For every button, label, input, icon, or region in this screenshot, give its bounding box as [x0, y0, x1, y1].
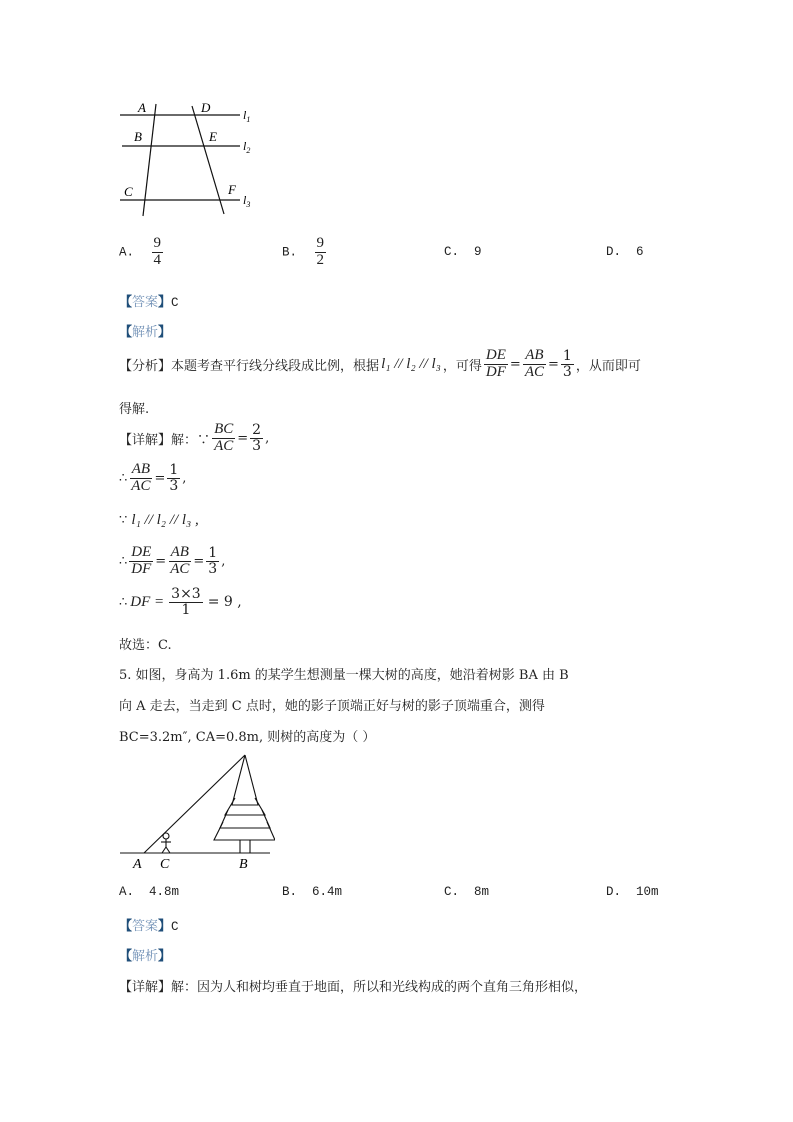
option-key: A.	[119, 245, 135, 260]
q4-detail-step5: ∴ DF = $\frac{3\times 3}{1}$ = 9 ,	[119, 586, 242, 618]
q4-option-a	[119, 236, 165, 269]
q4-conclusion: 故选：C.	[119, 638, 172, 653]
q4-detail-step2: ∴ $\frac{AB}{AC}$ = $\frac{1}{3}$ ,	[119, 461, 187, 494]
q4-fenxi-cont: 得解.	[119, 402, 150, 417]
fraction: $\frac{AB}{AC}$	[170, 544, 190, 577]
label-B: B	[134, 129, 142, 144]
tree-shadow-figure	[115, 750, 275, 872]
q5-analysis-header: 【解析】	[119, 949, 172, 964]
q5-option-b: B. 6.4m	[282, 885, 343, 899]
label-l1: $l_1$	[243, 108, 251, 124]
q5-detail: 【详解】解：因为人和树均垂直于地面，所以和光线构成的两个直角三角形相似，	[119, 980, 588, 995]
fraction: $\frac{DE}{DF}$	[131, 544, 152, 577]
q5-option-c: C. 8m	[444, 885, 490, 899]
fraction: $\frac{1}{3}$	[562, 348, 572, 380]
q5-line2: 向 A 走去，当走到 C 点时，她的影子顶端正好与树的影子顶端重合，测得	[119, 699, 545, 714]
fraction: $\frac{3\times 3}{1}$	[171, 586, 201, 618]
q5-option-d: D. 10m	[606, 885, 659, 899]
q5-answer: 【答案】C	[119, 919, 179, 934]
q5-line1: 5. 如图，身高为 1.6m 的某学生想测量一棵大树的高度，她沿着树影 BA 由 B	[119, 668, 569, 683]
label-F: F	[228, 182, 236, 197]
label-A: A	[133, 857, 142, 872]
label-l2: $l_2$	[243, 139, 251, 155]
fraction: $\frac{AB}{AC}$	[131, 461, 151, 494]
q4-detail-step1: 【 详解 】 解：∵ $\frac{BC}{AC}$ = $\frac{2}{3}$ ,	[119, 421, 270, 454]
label-C: C	[124, 184, 133, 199]
fraction: $\frac{9}{2}$	[316, 235, 325, 268]
fraction: $\frac{BC}{AC}$	[214, 421, 234, 454]
label-B: B	[239, 857, 248, 872]
fraction: $\frac{9}{4}$	[153, 235, 162, 268]
q4-detail-step3: ∵ l₁ // l₂ // l₃ ,	[119, 512, 199, 528]
label-E: E	[209, 129, 217, 144]
q4-fenxi: 【 分析 】 本题考查平行线分线段成比例，根据 l₁ // l₂ // l₃ ，可得 $\frac{DE}{DF}$ = $\frac{AB}{AC}$ = $\frac{1}{3}$ ，从而即可	[119, 347, 641, 380]
q4-option-d: D. 6	[606, 245, 644, 259]
q5-line3: BC=3.2m″, CA=0.8m, 则树的高度为（ ）	[119, 730, 376, 745]
q4-option-c: C. 9	[444, 245, 482, 259]
fraction: $\frac{2}{3}$	[252, 422, 262, 454]
fraction: $\frac{AB}{AC}$	[524, 347, 544, 380]
label-A: A	[138, 100, 146, 115]
q5-option-a: A. 4.8m	[119, 885, 180, 899]
fraction: $\frac{1}{3}$	[208, 545, 218, 577]
q4-option-b	[282, 236, 328, 269]
label-D: D	[201, 100, 211, 115]
label-l3: $l_3$	[243, 193, 251, 209]
q4-analysis-header: 【解析】	[119, 325, 172, 340]
q4-detail-step4: ∴ $\frac{DE}{DF}$ = $\frac{AB}{AC}$ = $\frac{1}{3}$ ,	[119, 544, 226, 577]
fraction: $\frac{1}{3}$	[169, 462, 179, 494]
label-C: C	[160, 857, 170, 872]
fraction: $\frac{DE}{DF}$	[485, 347, 506, 380]
q4-answer: 【答案】C	[119, 295, 179, 310]
option-key: B.	[282, 245, 298, 260]
parallel-lines-figure	[115, 96, 265, 218]
